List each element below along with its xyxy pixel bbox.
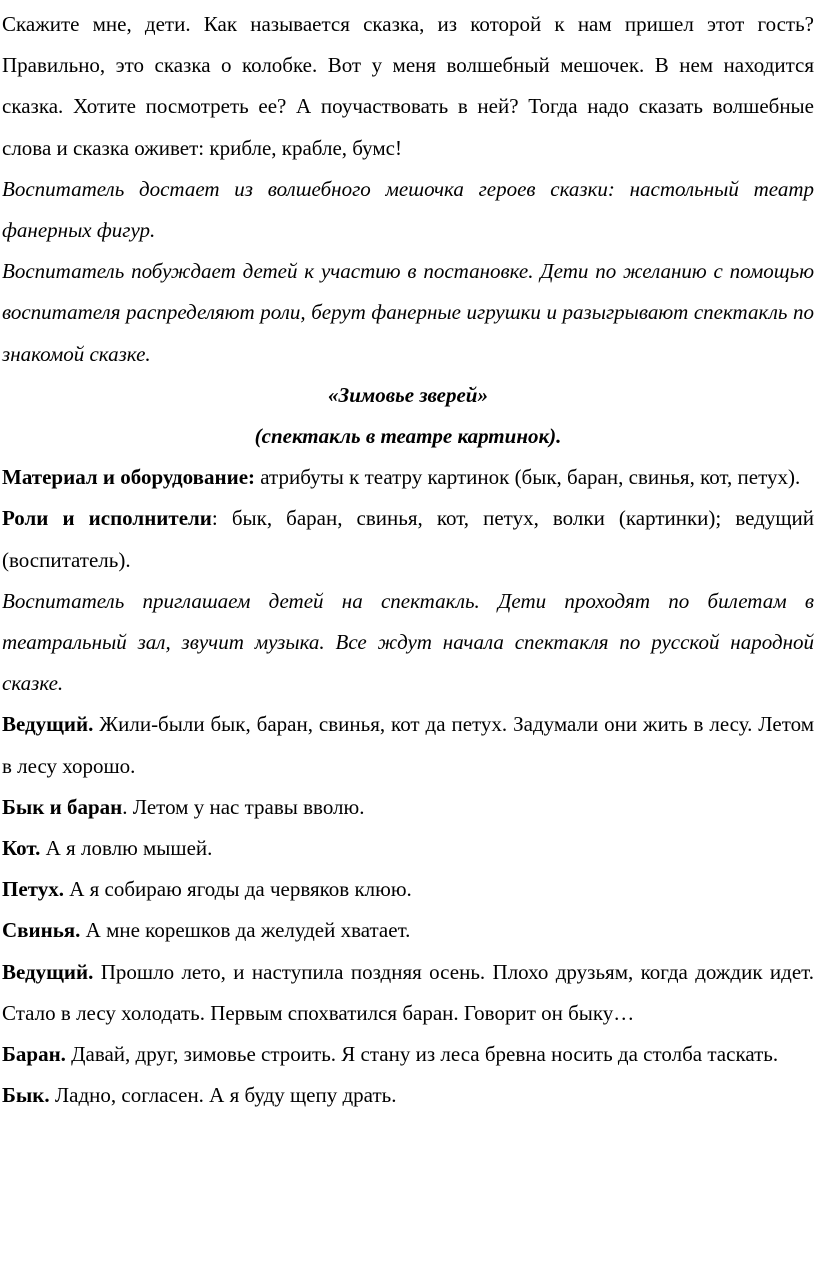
- speaker-name: Баран.: [2, 1042, 66, 1067]
- speaker-line: Жили-были бык, баран, свинья, кот да петух. Задумали они жить в лесу. Летом в лесу хорошо.: [2, 712, 814, 778]
- materials-paragraph: [2, 457, 814, 498]
- speaker-line: А мне корешков да желудей хватает.: [80, 918, 411, 943]
- speaker-name: Свинья.: [2, 918, 81, 943]
- speaker-name: Бык.: [2, 1083, 50, 1108]
- speaker-name: Ведущий.: [2, 712, 94, 737]
- roles-label: Роли и исполнители: [2, 506, 212, 531]
- speaker-line: А я ловлю мышей.: [40, 836, 213, 861]
- speaker-line: А я собираю ягоды да червяков клюю.: [63, 877, 412, 902]
- materials-label: Материал и оборудование:: [2, 465, 256, 490]
- stage-direction-2: Воспитатель побуждает детей к участию в постановке. Дети по желанию с помощью воспитателя распределяют роли, берут фанерные игрушки и разыгрывают спектакль по знакомой сказке.: [2, 259, 814, 366]
- materials-text: атрибуты к театру картинок (бык, баран, свинья, кот, петух).: [255, 465, 801, 490]
- play-title: «Зимовье зверей»: [328, 382, 488, 407]
- speaker-name: Бык и баран: [2, 794, 123, 819]
- dialogue-line: [2, 704, 814, 786]
- speaker-line: . Летом у нас травы вволю.: [122, 794, 365, 819]
- speaker-line: Давай, друг, зимовье строить. Я стану из леса бревна носить да столба таскать.: [65, 1042, 779, 1067]
- speaker-name: Петух.: [2, 877, 64, 902]
- dialogue-line: [2, 869, 814, 910]
- dialogue-line: [2, 787, 814, 828]
- intro-paragraph: Скажите мне, дети. Как называется сказка, из которой к нам пришел этот гость? Правильно, это сказка о колобке. Вот у меня волшебный мешочек. В нем находится сказка. Хотите посмотреть ее? А поучаствовать в ней? Тогда надо сказать волшебные слова и сказка оживет: крибле, крабле, бумс!: [2, 12, 814, 160]
- speaker-line: Прошло лето, и наступила поздняя осень. Плохо друзьям, когда дождик идет. Стало в лесу холодать. Первым спохватился баран. Говорит он быку…: [2, 959, 814, 1025]
- stage-direction-1: Воспитатель достает из волшебного мешочка героев сказки: настольный театр фанерных фигур.: [2, 176, 814, 243]
- dialogue-line: [2, 828, 814, 869]
- roles-paragraph: [2, 498, 814, 580]
- dialogue-line: [2, 910, 814, 951]
- roles-text: : бык, баран, свинья, кот, петух, волки (картинки); ведущий (воспитатель).: [2, 506, 814, 572]
- dialogue-line: [2, 1034, 814, 1075]
- dialogue-line: [2, 1075, 814, 1116]
- speaker-name: Ведущий.: [2, 959, 94, 984]
- stage-direction-3: Воспитатель приглашаем детей на спектакль. Дети проходят по билетам в театральный зал, звучит музыка. Все ждут начала спектакля по русской народной сказке.: [2, 588, 814, 696]
- speaker-name: Кот.: [2, 836, 41, 861]
- play-subtitle: (спектакль в театре картинок).: [254, 424, 562, 449]
- dialogue-line: [2, 952, 814, 1034]
- speaker-line: Ладно, согласен. А я буду щепу драть.: [49, 1083, 397, 1108]
